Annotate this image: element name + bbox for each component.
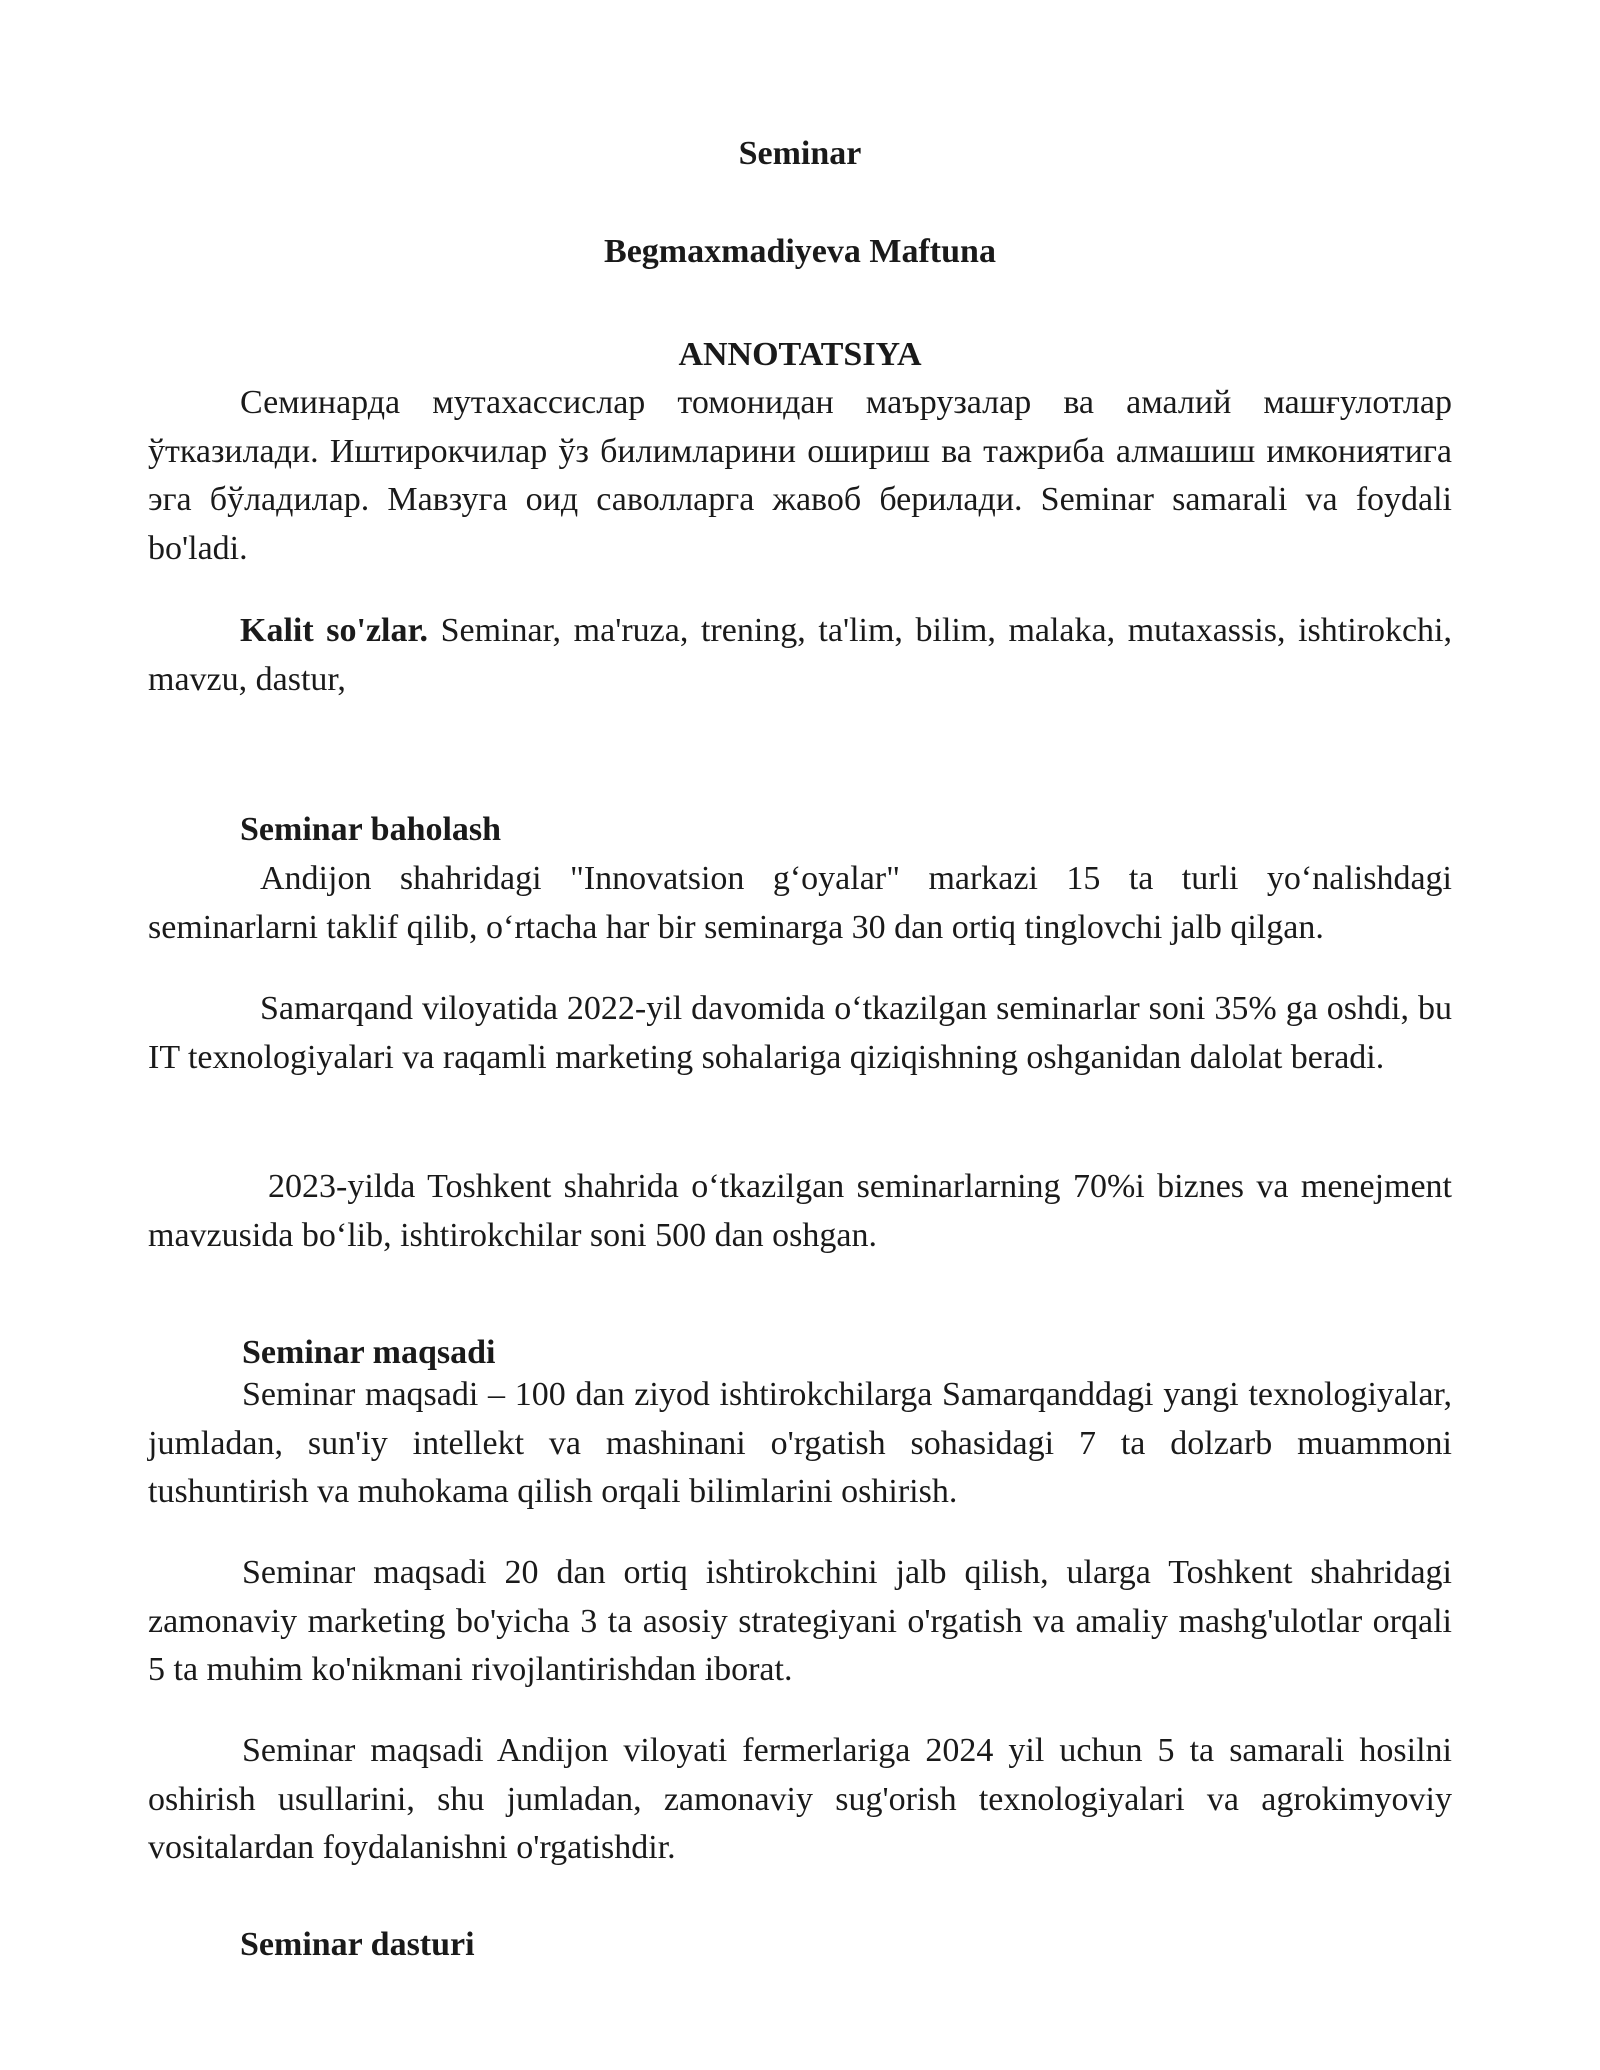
section-heading-maqsadi: Seminar maqsadi	[242, 1334, 496, 1371]
keywords-paragraph	[148, 607, 1452, 704]
annotation-heading: ANNOTATSIYA	[678, 336, 922, 373]
keywords-list: Seminar, ma'ruza, trening, ta'lim, bilim, malaka, mutaxassis, ishtirokchi, mavzu, dastur,	[148, 612, 1452, 698]
baholash-paragraph-3: 2023-yilda Toshkent shahrida o‘tkazilgan seminarlarning 70%i biznes va menejment mavzusida bo‘lib, ishtirokchilar soni 500 dan oshgan.	[148, 1168, 1452, 1254]
maqsadi-paragraph-1: Seminar maqsadi – 100 dan ziyod ishtirokchilarga Samarqanddagi yangi texnologiyalar, jumladan, sun'iy intellekt va mashinani o'rgatish sohasidagi 7 ta dolzarb muammoni tushuntirish va muhokama qilish orqali bilimlarini oshirish.	[148, 1376, 1452, 1510]
section-heading-baholash: Seminar baholash	[240, 811, 502, 848]
section-heading-dasturi: Seminar dasturi	[240, 1926, 475, 1963]
baholash-paragraph-2: Samarqand viloyatida 2022-yil davomida o‘tkazilgan seminarlar soni 35% ga oshdi, bu IT texnologiyalari va raqamli marketing sohalariga qiziqishning oshganidan dalolat beradi.	[148, 990, 1452, 1076]
baholash-paragraph-1: Andijon shahridagi "Innovatsion g‘oyalar" markazi 15 ta turli yo‘nalishdagi seminarlarni taklif qilib, o‘rtacha har bir seminarga 30 dan ortiq tinglovchi jalb qilgan.	[148, 860, 1452, 946]
document-page	[148, 0, 1452, 2070]
maqsadi-paragraph-2: Seminar maqsadi 20 dan ortiq ishtirokchini jalb qilish, ularga Toshkent shahridagi zamonaviy marketing bo'yicha 3 ta asosiy strategiyani o'rgatish va amaliy mashg'ulotlar orqali 5 ta muhim ko'nikmani rivojlantirishdan iborat.	[148, 1554, 1452, 1688]
author-name: Begmaxmadiyeva Maftuna	[604, 233, 996, 270]
document-title: Seminar	[738, 135, 862, 172]
annotation-paragraph: Семинарда мутахассислар томонидан маърузалар ва амалий машғулотлар ўтказилади. Иштирокчилар ўз билимларини ошириш ва тажриба алмашиш имкониятига эга бўладилар. Мавзуга оид саволларга жавоб берилади. Seminar samarali va foydali bo'ladi.	[148, 384, 1452, 567]
keywords-label: Kalit so'zlar.	[240, 612, 428, 649]
maqsadi-paragraph-3: Seminar maqsadi Andijon viloyati fermerlariga 2024 yil uchun 5 ta samarali hosilni oshirish usullarini, shu jumladan, zamonaviy sug'orish texnologiyalari va agrokimyoviy vositalardan foydalanishni o'rgatishdir.	[148, 1732, 1452, 1866]
